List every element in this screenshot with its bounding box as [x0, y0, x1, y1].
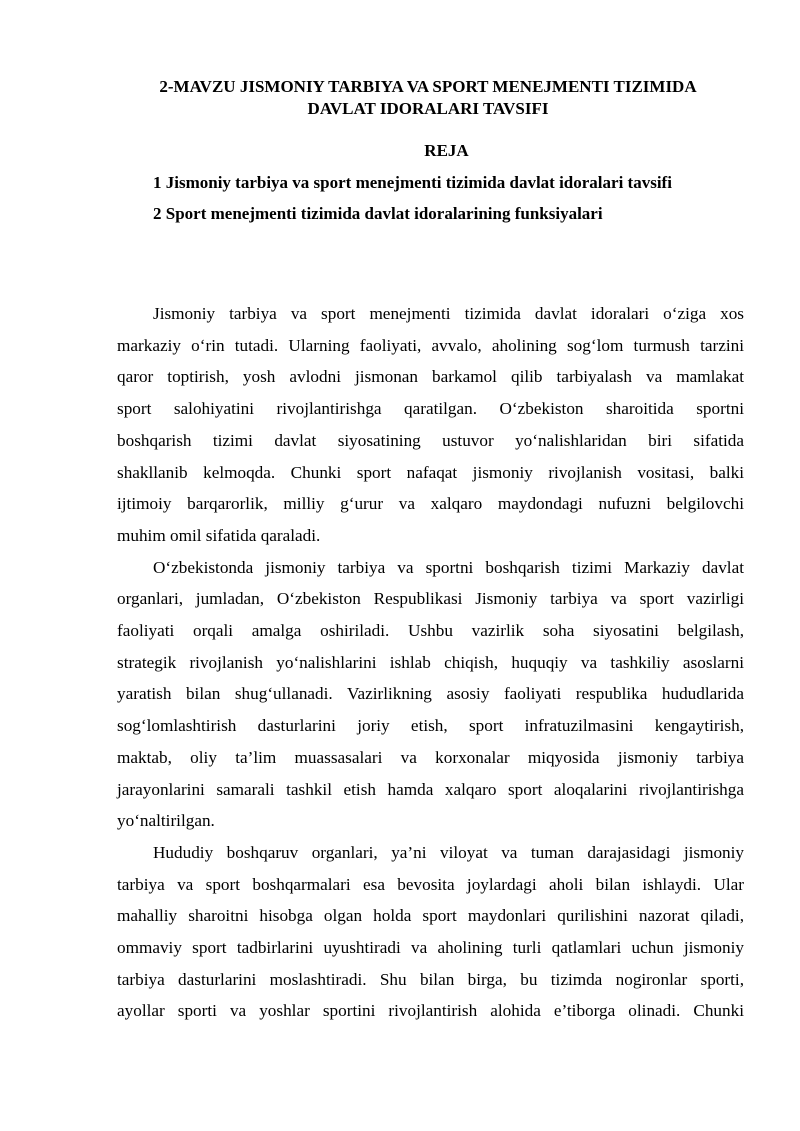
text-line: shakllanib kelmoqda. Chunki sport nafaqat jismoniy rivojlanish vositasi, balki: [117, 462, 744, 482]
title-line-1: 2-MAVZU JISMONIY TARBIYA VA SPORT MENEJMENTI TIZIMIDA: [159, 77, 697, 96]
text-line: Hududiy boshqaruv organlari, ya’ni viloyat va tuman darajasidagi jismoniy: [153, 842, 744, 862]
text-line: boshqarish tizimi davlat siyosatining ustuvor yo‘nalishlaridan biri sifatida: [117, 430, 744, 450]
paragraph-2: [117, 552, 744, 837]
text-line: O‘zbekistonda jismoniy tarbiya va sportni boshqarish tizimi Markaziy davlat: [153, 557, 744, 577]
text-line: organlari, jumladan, O‘zbekiston Respublikasi Jismoniy tarbiya va sport vazirligi: [117, 589, 744, 609]
text-line: yo‘naltirilgan.: [117, 811, 215, 831]
text-line: yaratish bilan shug‘ullanadi. Vazirlikning asosiy faoliyati respublika hududlarida: [117, 684, 744, 704]
text-line: sport salohiyatini rivojlantirishga qaratilgan. O‘zbekiston sharoitida sportni: [117, 399, 744, 419]
plan-item-2: 2 Sport menejmenti tizimida davlat idoralarining funksiyalari: [153, 204, 603, 223]
text-line: strategik rivojlanish yo‘nalishlarini ishlab chiqish, huquqiy va tashkiliy asoslarni: [117, 652, 744, 672]
text-line: ijtimoiy barqarorlik, milliy g‘urur va xalqaro maydondagi nufuzni belgilovchi: [117, 494, 744, 514]
text-line: ayollar sporti va yoshlar sportini rivojlantirish alohida e’tiborga olinadi. Chunki: [117, 1001, 744, 1021]
text-line: Jismoniy tarbiya va sport menejmenti tizimida davlat idoralari o‘ziga xos: [153, 304, 744, 323]
text-line: sog‘lomlashtirish dasturlarini joriy etish, sport infratuzilmasini kengaytirish,: [117, 716, 744, 736]
document-title: [110, 76, 746, 120]
text-line: markaziy o‘rin tutadi. Ularning faoliyati, avvalo, aholining sog‘lom turmush tarzini: [117, 335, 744, 355]
plan-heading: REJA: [424, 141, 469, 160]
title-line-2: DAVLAT IDORALARI TAVSIFI: [307, 99, 549, 118]
text-line: mahalliy sharoitni hisobga olgan holda sport maydonlari qurilishini nazorat qiladi,: [117, 906, 744, 926]
body-text: [117, 298, 744, 1027]
paragraph-1: [117, 298, 744, 552]
plan-item-1: 1 Jismoniy tarbiya va sport menejmenti tizimida davlat idoralari tavsifi: [153, 173, 672, 192]
text-line: ommaviy sport tadbirlarini uyushtiradi va aholining turli qatlamlari uchun jismoniy: [117, 938, 744, 958]
text-line: tarbiya dasturlarini moslashtiradi. Shu bilan birga, bu tizimda nogironlar sporti,: [117, 969, 744, 989]
text-line: tarbiya va sport boshqarmalari esa bevosita joylardagi aholi bilan ishlaydi. Ular: [117, 874, 744, 894]
text-line: maktab, oliy ta’lim muassasalari va korxonalar miqyosida jismoniy tarbiya: [117, 747, 744, 767]
text-line: faoliyati orqali amalga oshiriladi. Ushbu vazirlik soha siyosatini belgilash,: [117, 621, 744, 641]
paragraph-3: [117, 837, 744, 1027]
text-line: jarayonlarini samarali tashkil etish hamda xalqaro sport aloqalarini rivojlantirishga: [117, 779, 744, 799]
text-line: muhim omil sifatida qaraladi.: [117, 525, 321, 545]
text-line: qaror toptirish, yosh avlodni jismonan barkamol qilib tarbiyalash va mamlakat: [117, 367, 744, 387]
